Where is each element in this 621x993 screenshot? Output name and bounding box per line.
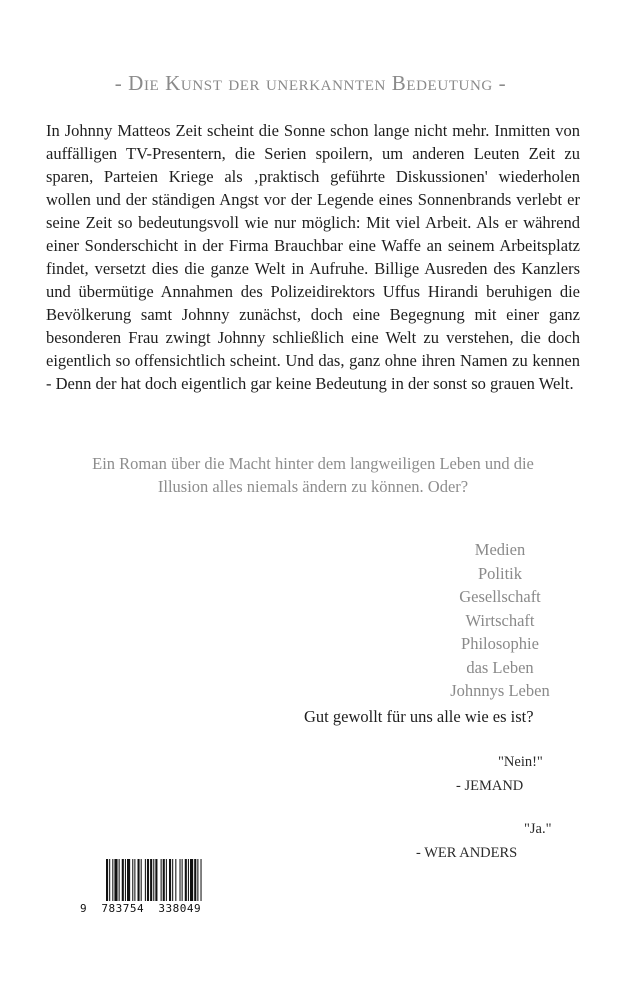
question-line: Gut gewollt für uns alle wie es ist?	[304, 707, 534, 726]
isbn-barcode	[80, 859, 248, 919]
barcode-bar	[106, 859, 108, 901]
topic-item: Gesellschaft	[459, 587, 541, 606]
barcode-bar	[169, 859, 171, 901]
topic-item: Johnnys Leben	[450, 681, 550, 700]
barcode-bar	[125, 859, 126, 901]
barcode-bar	[119, 859, 120, 901]
barcode-bar	[112, 859, 113, 901]
barcode-bar	[132, 859, 133, 901]
isbn-digits: 9 783754 338049	[80, 902, 248, 915]
barcode-bar	[122, 859, 124, 901]
barcode-bar	[155, 859, 157, 901]
quote-text-2: "Ja."	[524, 821, 552, 837]
barcode-bar	[114, 859, 117, 901]
barcode-bar	[185, 859, 187, 901]
synopsis-paragraph: In Johnny Matteos Zeit scheint die Sonne schon lange nicht mehr. Inmitten von auffälligen TV-Presentern, die Serien spoilern, um anderen Leuten Zeit zu sparen, Parteien Kriege als ‚praktisch geführte Diskussionen' wiederholen wollen und der ständigen Angst vor der Legende eines Sonnenbrands verlebt er seine Zeit so bedeutungsvoll wie nur möglich: Mit viel Arbeit. Als er während einer Sonderschicht in der Firma Brauchbar eine Waffe an seinem Arbeitsplatz findet, versetzt dies die ganze Welt in Aufruhe. Billige Ausreden des Kanzlers und übermütige Annahmen des Polizeidirektors Uffus Hirandi beruhigen die Bevölkerung samt Johnny zunächst, doch eine Begegnung mit einer ganz besonderen Frau zwingt Johnny schließlich eine Welt zu verstehen, die doch eigentlich so offensichtlich scheint. Und das, ganz ohne ihren Namen zu kennen - Denn der hat doch eigentlich gar keine Bedeutung in der sonst so grauen Welt.	[46, 121, 580, 393]
topic-item: Politik	[477, 563, 522, 583]
barcode-bar	[141, 859, 142, 901]
barcode-bars	[80, 859, 248, 905]
barcode-bar	[182, 859, 183, 901]
tagline-line-2: Illusion alles niemals ändern zu können. Oder?	[157, 477, 469, 496]
barcode-bar	[153, 859, 154, 901]
barcode-bar	[166, 859, 167, 901]
barcode-bar	[175, 859, 176, 901]
barcode-bar	[138, 859, 140, 901]
topic-list	[430, 538, 570, 703]
barcode-bar	[109, 859, 110, 901]
topic-item: Philosophie	[461, 634, 539, 653]
barcode-bar	[150, 859, 152, 901]
barcode-bar	[127, 859, 130, 901]
barcode-bar	[163, 859, 165, 901]
barcode-bar	[201, 859, 202, 901]
tagline-line-1: Ein Roman über die Macht hinter dem langweiligen Leben und die	[92, 454, 534, 473]
barcode-bar	[180, 859, 181, 901]
barcode-bar	[134, 859, 135, 901]
barcode-bar	[190, 859, 193, 901]
barcode-bar	[194, 859, 196, 901]
barcode-bar	[172, 859, 173, 901]
barcode-bar	[147, 859, 149, 901]
barcode-bar	[145, 859, 146, 901]
barcode-bar	[188, 859, 189, 901]
barcode-bar	[197, 859, 198, 901]
back-cover-title: - Die Kunst der unerkannten Bedeutung -	[114, 71, 507, 95]
topic-item: Medien	[474, 540, 526, 559]
quote-author-1: - JEMAND	[456, 778, 524, 794]
barcode-bar	[161, 859, 162, 901]
quote-author-2: - WER ANDERS	[416, 845, 518, 861]
topic-item: das Leben	[466, 657, 534, 677]
tagline	[46, 452, 580, 498]
quote-text-1: "Nein!"	[498, 754, 543, 770]
topic-item: Wirtschaft	[465, 610, 535, 630]
